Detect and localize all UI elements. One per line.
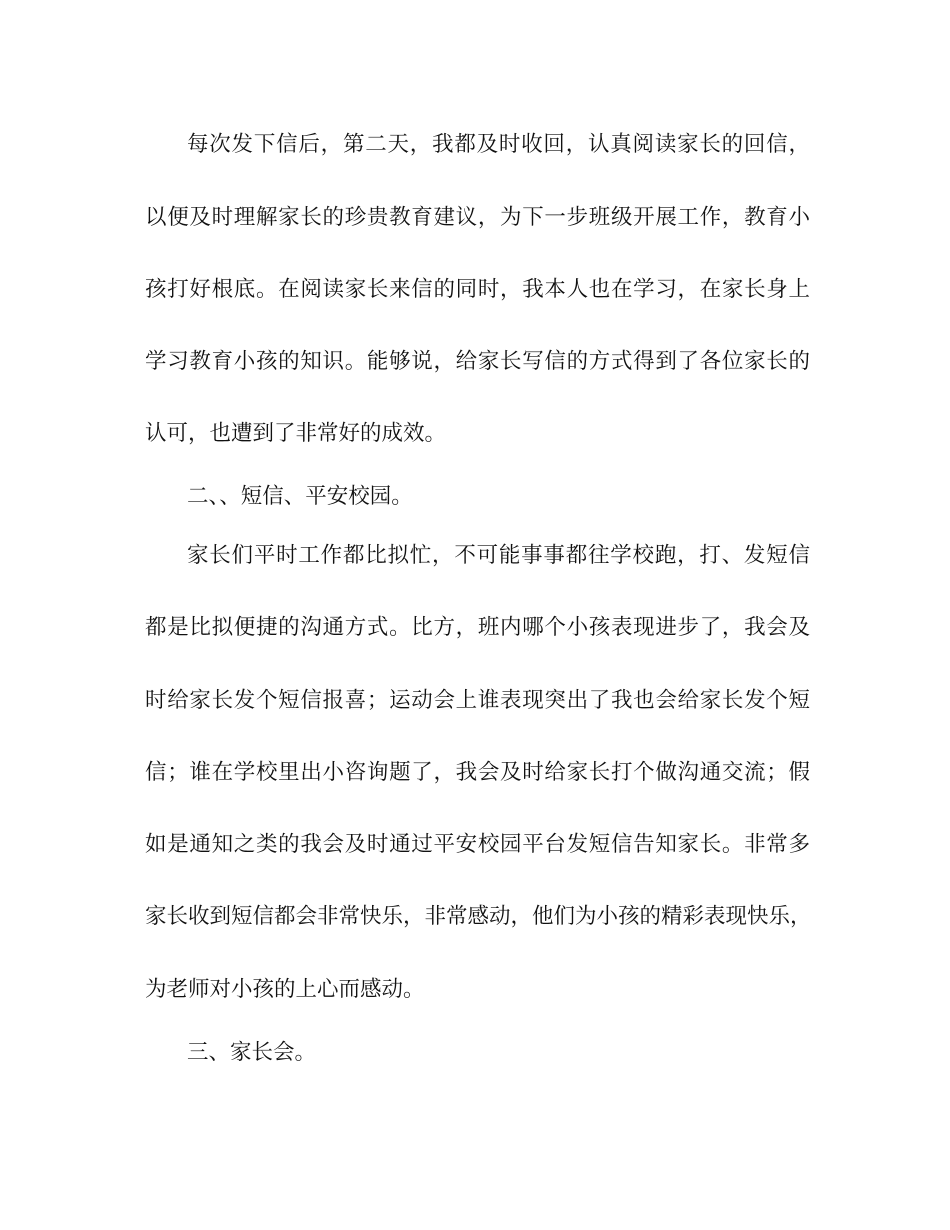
paragraph-line: 都是比拟便捷的沟通方式。比方，班内哪个小孩表现进步了，我会及	[145, 615, 810, 640]
paragraph-line: 时给家长发个短信报喜；运动会上谁表现突出了我也会给家长发个短	[145, 688, 810, 713]
paragraph-line: 每次发下信后，第二天，我都及时收回，认真阅读家长的回信，	[187, 132, 810, 157]
paragraph-line: 如是通知之类的我会及时通过平安校园平台发短信告知家长。非常多	[145, 832, 810, 857]
paragraph-line: 学习教育小孩的知识。能够说，给家长写信的方式得到了各位家长的	[145, 349, 810, 374]
section-heading: 三、家长会。	[187, 1040, 317, 1065]
paragraph-line: 信；谁在学校里出小咨询题了，我会及时给家长打个做沟通交流；假	[145, 760, 810, 785]
paragraph-line: 孩打好根底。在阅读家长来信的同时，我本人也在学习，在家长身上	[145, 277, 810, 302]
paragraph-line: 为老师对小孩的上心而感动。	[145, 977, 425, 1002]
section-heading: 二、、短信、平安校园。	[187, 484, 413, 509]
paragraph-line: 家长收到短信都会非常快乐，非常感动，他们为小孩的精彩表现快乐，	[145, 904, 812, 929]
paragraph-line: 家长们平时工作都比拟忙，不可能事事都往学校跑，打、发短信	[187, 543, 810, 568]
paragraph-line: 以便及时理解家长的珍贵教育建议，为下一步班级开展工作，教育小	[145, 205, 810, 230]
paragraph-line: 认可，也遭到了非常好的成效。	[145, 421, 447, 446]
